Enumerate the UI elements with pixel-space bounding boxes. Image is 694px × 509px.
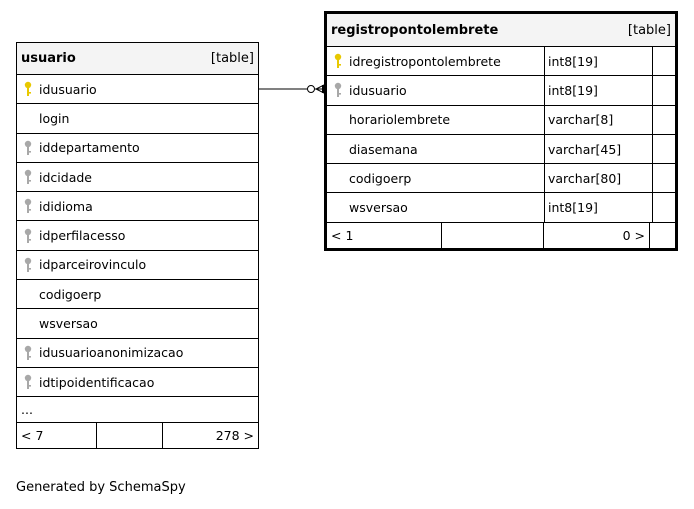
column-type: varchar[8] bbox=[544, 106, 652, 134]
column-row[interactable] bbox=[17, 104, 258, 133]
foreign-key-icon bbox=[17, 374, 39, 390]
foreign-key-icon bbox=[17, 345, 39, 361]
column-row[interactable] bbox=[327, 106, 675, 135]
footer-pad bbox=[649, 223, 675, 248]
column-name: codigoerp bbox=[39, 286, 102, 302]
column-type: varchar[80] bbox=[544, 164, 652, 192]
column-name: wsversao bbox=[39, 316, 98, 332]
table-footer bbox=[17, 423, 258, 448]
table-tag: [table] bbox=[627, 22, 671, 38]
foreign-key-icon bbox=[327, 82, 349, 98]
column-row[interactable] bbox=[327, 135, 675, 164]
primary-key-icon bbox=[17, 81, 39, 97]
generated-by-label: Generated by SchemaSpy bbox=[16, 480, 186, 495]
table-registropontolembrete[interactable] bbox=[324, 11, 678, 251]
column-name: ididioma bbox=[39, 198, 93, 214]
column-name: idperfilacesso bbox=[39, 228, 126, 244]
column-row[interactable] bbox=[17, 339, 258, 368]
column-name: wsversao bbox=[349, 200, 408, 216]
parents-count[interactable]: < 7 bbox=[17, 423, 97, 448]
table-header bbox=[327, 14, 675, 47]
primary-key-icon bbox=[327, 53, 349, 69]
column-type: int8[19] bbox=[544, 76, 652, 104]
table-tag: [table] bbox=[210, 51, 254, 66]
table-usuario[interactable] bbox=[16, 42, 259, 449]
children-count[interactable]: 278 > bbox=[215, 428, 254, 444]
column-name: idtipoidentificacao bbox=[39, 374, 155, 390]
column-name: idregistropontolembrete bbox=[349, 53, 501, 69]
children-count[interactable]: 0 > bbox=[622, 227, 645, 243]
column-name: login bbox=[39, 110, 70, 126]
column-row[interactable] bbox=[327, 193, 675, 222]
column-row[interactable] bbox=[17, 280, 258, 309]
column-row[interactable] bbox=[327, 76, 675, 105]
column-name: idusuario bbox=[349, 82, 407, 98]
column-row[interactable] bbox=[327, 47, 675, 76]
column-row[interactable] bbox=[17, 368, 258, 397]
column-row[interactable] bbox=[17, 163, 258, 192]
more-columns-row: ... bbox=[17, 397, 258, 423]
column-name: codigoerp bbox=[349, 170, 412, 186]
column-name: horariolembrete bbox=[349, 112, 451, 128]
column-row[interactable] bbox=[17, 75, 258, 104]
foreign-key-icon bbox=[17, 140, 39, 156]
foreign-key-icon bbox=[17, 198, 39, 214]
column-name: iddepartamento bbox=[39, 140, 140, 156]
foreign-key-icon bbox=[17, 169, 39, 185]
column-name: diasemana bbox=[349, 141, 418, 157]
column-name: idcidade bbox=[39, 169, 92, 185]
zero-cardinality-marker bbox=[308, 86, 315, 93]
parents-count[interactable]: < 1 bbox=[327, 223, 442, 248]
column-row[interactable] bbox=[17, 221, 258, 250]
foreign-key-icon bbox=[17, 257, 39, 273]
column-row[interactable] bbox=[17, 134, 258, 163]
table-header bbox=[17, 43, 258, 75]
column-row[interactable] bbox=[17, 251, 258, 280]
column-type: int8[19] bbox=[544, 47, 652, 75]
column-row[interactable] bbox=[17, 192, 258, 221]
column-type: varchar[45] bbox=[544, 135, 652, 163]
column-name: idusuario bbox=[39, 81, 97, 97]
column-row[interactable] bbox=[327, 164, 675, 193]
column-type: int8[19] bbox=[544, 193, 652, 221]
foreign-key-icon bbox=[17, 228, 39, 244]
table-footer bbox=[327, 223, 675, 248]
column-name: idusuarioanonimizacao bbox=[39, 345, 184, 361]
footer-spacer bbox=[97, 423, 163, 448]
footer-spacer bbox=[442, 223, 544, 248]
table-name[interactable]: usuario bbox=[21, 51, 76, 66]
column-name: idparceirovinculo bbox=[39, 257, 147, 273]
table-name[interactable]: registropontolembrete bbox=[331, 22, 499, 38]
column-row[interactable] bbox=[17, 309, 258, 338]
